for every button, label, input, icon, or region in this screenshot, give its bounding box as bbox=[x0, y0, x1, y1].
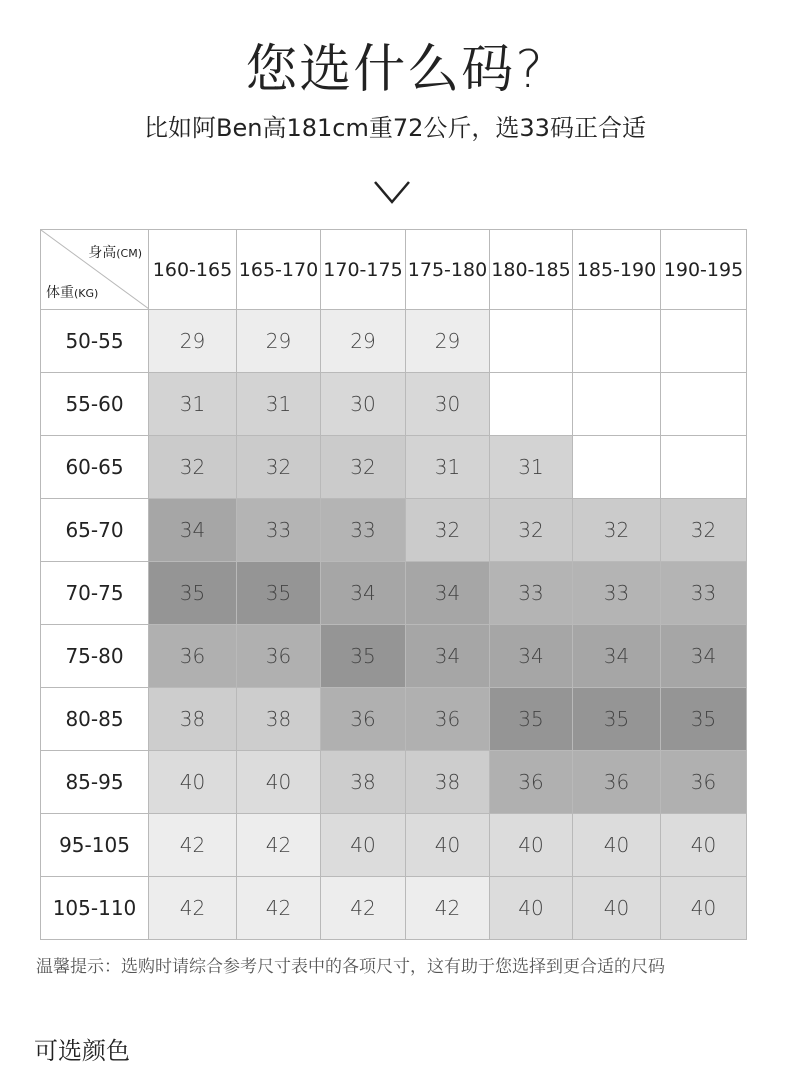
size-cell: 36 bbox=[406, 688, 490, 751]
height-header-170-175: 170-175 bbox=[321, 230, 406, 310]
size-cell: 36 bbox=[149, 625, 237, 688]
size-cell: 35 bbox=[321, 625, 406, 688]
size-cell: 35 bbox=[490, 688, 573, 751]
weight-row-header: 70-75 bbox=[41, 562, 149, 625]
size-cell: 33 bbox=[321, 499, 406, 562]
size-cell: 35 bbox=[573, 688, 661, 751]
size-tip-note: 温馨提示：选购时请综合参考尺寸表中的各项尺寸，这有助于您选择到更合适的尺码 bbox=[36, 957, 665, 977]
size-cell: 42 bbox=[237, 814, 321, 877]
size-cell: 36 bbox=[573, 751, 661, 814]
size-cell: 32 bbox=[661, 499, 747, 562]
size-cell: 34 bbox=[149, 499, 237, 562]
table-row bbox=[41, 499, 747, 562]
size-cell: 42 bbox=[321, 877, 406, 940]
height-header-165-170: 165-170 bbox=[237, 230, 321, 310]
size-cell: 40 bbox=[149, 751, 237, 814]
size-cell: 29 bbox=[406, 310, 490, 373]
weight-row-header: 105-110 bbox=[41, 877, 149, 940]
size-cell: 29 bbox=[237, 310, 321, 373]
table-row bbox=[41, 436, 747, 499]
height-header-180-185: 180-185 bbox=[490, 230, 573, 310]
size-cell bbox=[573, 436, 661, 499]
table-row bbox=[41, 625, 747, 688]
header-row bbox=[41, 230, 747, 310]
height-header-160-165: 160-165 bbox=[149, 230, 237, 310]
size-cell: 40 bbox=[661, 814, 747, 877]
page-subtitle: 比如阿Ben高181cm重72公斤，选33码正合适 bbox=[144, 114, 646, 142]
size-cell: 38 bbox=[321, 751, 406, 814]
color-options-heading: 可选颜色 bbox=[34, 1037, 130, 1065]
size-cell: 40 bbox=[321, 814, 406, 877]
size-cell: 38 bbox=[237, 688, 321, 751]
weight-row-header: 55-60 bbox=[41, 373, 149, 436]
size-cell: 40 bbox=[661, 877, 747, 940]
table-corner-cell bbox=[41, 230, 149, 310]
size-cell: 32 bbox=[490, 499, 573, 562]
size-cell: 40 bbox=[237, 751, 321, 814]
size-cell: 29 bbox=[321, 310, 406, 373]
size-cell: 33 bbox=[573, 562, 661, 625]
table-row bbox=[41, 877, 747, 940]
size-cell: 33 bbox=[490, 562, 573, 625]
height-header-175-180: 175-180 bbox=[406, 230, 490, 310]
size-cell: 34 bbox=[321, 562, 406, 625]
size-cell: 40 bbox=[573, 814, 661, 877]
page-title: 您选什么码? bbox=[245, 40, 545, 100]
size-cell: 36 bbox=[321, 688, 406, 751]
table-row bbox=[41, 373, 747, 436]
size-cell: 33 bbox=[661, 562, 747, 625]
size-cell: 29 bbox=[149, 310, 237, 373]
weight-row-header: 95-105 bbox=[41, 814, 149, 877]
table-row bbox=[41, 310, 747, 373]
size-cell: 30 bbox=[321, 373, 406, 436]
size-cell: 35 bbox=[661, 688, 747, 751]
size-cell: 31 bbox=[406, 436, 490, 499]
weight-row-header: 85-95 bbox=[41, 751, 149, 814]
size-cell: 31 bbox=[490, 436, 573, 499]
size-cell: 34 bbox=[406, 625, 490, 688]
table-row bbox=[41, 688, 747, 751]
weight-row-header: 80-85 bbox=[41, 688, 149, 751]
size-cell bbox=[661, 373, 747, 436]
size-cell: 31 bbox=[237, 373, 321, 436]
size-cell: 35 bbox=[237, 562, 321, 625]
weight-row-header: 60-65 bbox=[41, 436, 149, 499]
size-cell: 32 bbox=[406, 499, 490, 562]
height-axis-label: 身高(CM) bbox=[88, 245, 142, 261]
size-cell bbox=[490, 373, 573, 436]
table-row bbox=[41, 814, 747, 877]
size-cell: 42 bbox=[149, 877, 237, 940]
size-cell: 32 bbox=[237, 436, 321, 499]
size-cell: 30 bbox=[406, 373, 490, 436]
weight-row-header: 75-80 bbox=[41, 625, 149, 688]
size-cell: 32 bbox=[321, 436, 406, 499]
size-cell: 32 bbox=[573, 499, 661, 562]
size-cell: 42 bbox=[237, 877, 321, 940]
size-cell: 35 bbox=[149, 562, 237, 625]
weight-row-header: 50-55 bbox=[41, 310, 149, 373]
size-cell: 42 bbox=[149, 814, 237, 877]
size-cell: 36 bbox=[661, 751, 747, 814]
size-cell: 34 bbox=[661, 625, 747, 688]
height-header-190-195: 190-195 bbox=[661, 230, 747, 310]
size-cell: 32 bbox=[149, 436, 237, 499]
size-cell: 38 bbox=[406, 751, 490, 814]
size-cell: 42 bbox=[406, 877, 490, 940]
size-chart-table bbox=[40, 229, 747, 940]
size-cell: 38 bbox=[149, 688, 237, 751]
size-cell bbox=[661, 310, 747, 373]
size-cell: 36 bbox=[237, 625, 321, 688]
size-cell: 40 bbox=[490, 877, 573, 940]
size-cell: 36 bbox=[490, 751, 573, 814]
table-row bbox=[41, 751, 747, 814]
size-cell: 40 bbox=[406, 814, 490, 877]
size-cell bbox=[573, 373, 661, 436]
size-cell: 31 bbox=[149, 373, 237, 436]
size-cell bbox=[661, 436, 747, 499]
size-cell: 40 bbox=[573, 877, 661, 940]
size-cell: 34 bbox=[573, 625, 661, 688]
table-row bbox=[41, 562, 747, 625]
size-cell bbox=[490, 310, 573, 373]
weight-axis-label: 体重(KG) bbox=[46, 285, 99, 301]
size-cell: 34 bbox=[490, 625, 573, 688]
size-cell: 40 bbox=[490, 814, 573, 877]
size-cell: 33 bbox=[237, 499, 321, 562]
weight-row-header: 65-70 bbox=[41, 499, 149, 562]
size-cell bbox=[573, 310, 661, 373]
chevron-down-icon bbox=[373, 180, 411, 204]
size-cell: 34 bbox=[406, 562, 490, 625]
size-table-body bbox=[41, 310, 747, 940]
height-header-185-190: 185-190 bbox=[573, 230, 661, 310]
